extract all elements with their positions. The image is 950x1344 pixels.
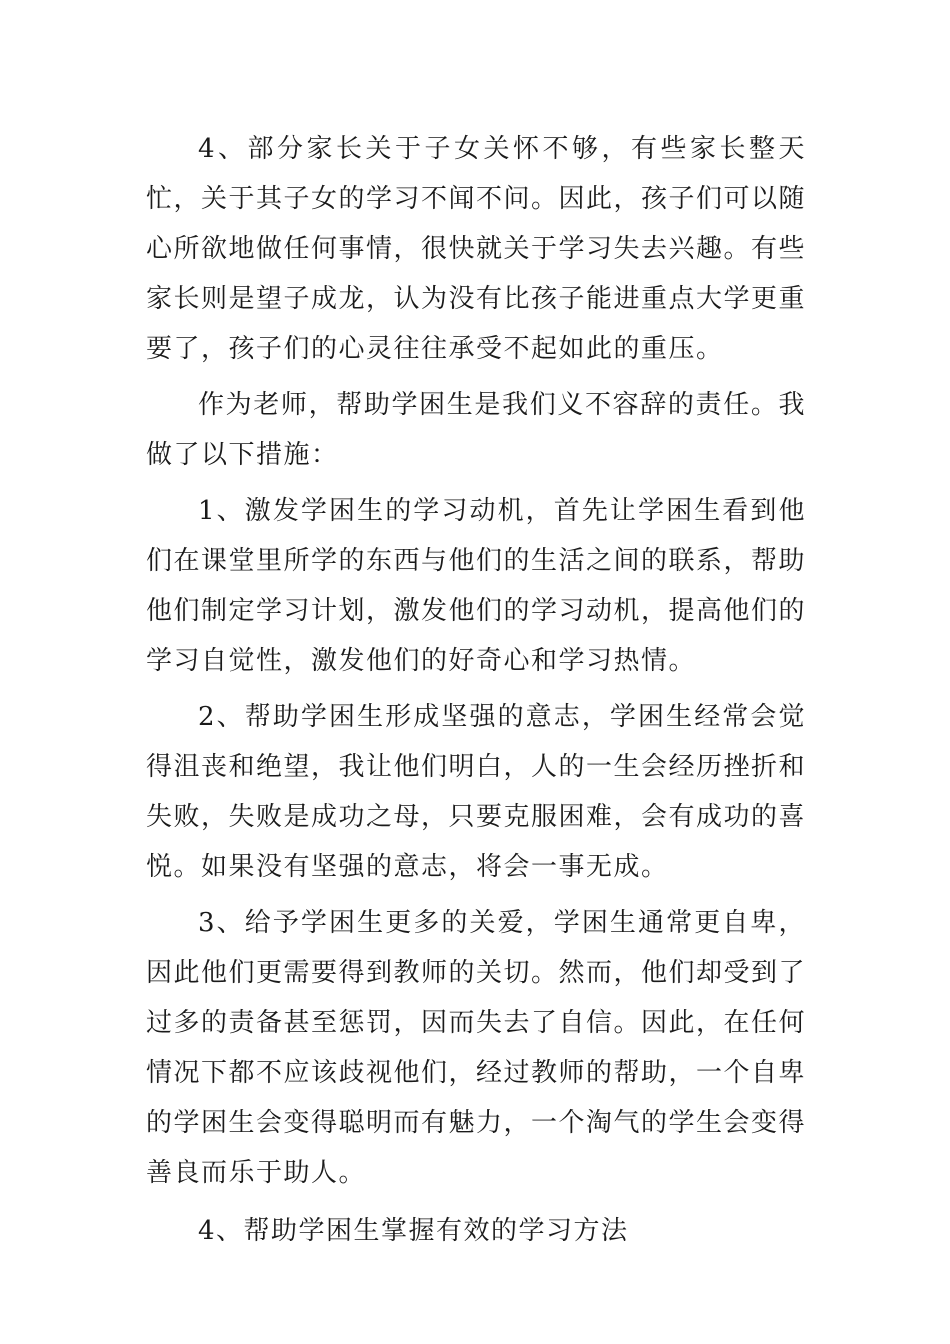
- document-page: [146, 124, 806, 1262]
- paragraph-study-methods: 4、帮助学困生掌握有效的学习方法: [198, 1216, 629, 1246]
- paragraph-willpower: 2、帮助学困生形成坚强的意志，学困生经常会觉得沮丧和绝望，我让他们明白，人的一生会经历挫折和失败，失败是成功之母，只要克服困难，会有成功的喜悦。如果没有坚强的意志，将会一事无成。: [146, 702, 807, 882]
- paragraph-teacher-responsibility: 作为老师，帮助学困生是我们义不容辞的责任。我做了以下措施：: [146, 390, 806, 470]
- paragraph-care-and-love: 3、给予学困生更多的关爱，学困生通常更自卑，因此他们更需要得到教师的关切。然而，他们却受到了过多的责备甚至惩罚，因而失去了自信。因此，在任何情况下都不应该歧视他们，经过教师的帮助，一个自卑的学困生会变得聪明而有魅力，一个淘气的学生会变得善良而乐于助人。: [146, 908, 807, 1188]
- paragraph-parent-care: 4、部分家长关于子女关怀不够，有些家长整天忙，关于其子女的学习不闻不问。因此，孩子们可以随心所欲地做任何事情，很快就关于学习失去兴趣。有些家长则是望子成龙，认为没有比孩子能进重点大学更重要了，孩子们的心灵往往承受不起如此的重压。: [146, 134, 807, 364]
- paragraph-motivation: 1、激发学困生的学习动机，首先让学困生看到他们在课堂里所学的东西与他们的生活之间的联系，帮助他们制定学习计划，激发他们的学习动机，提高他们的学习自觉性，激发他们的好奇心和学习热情。: [146, 496, 807, 676]
